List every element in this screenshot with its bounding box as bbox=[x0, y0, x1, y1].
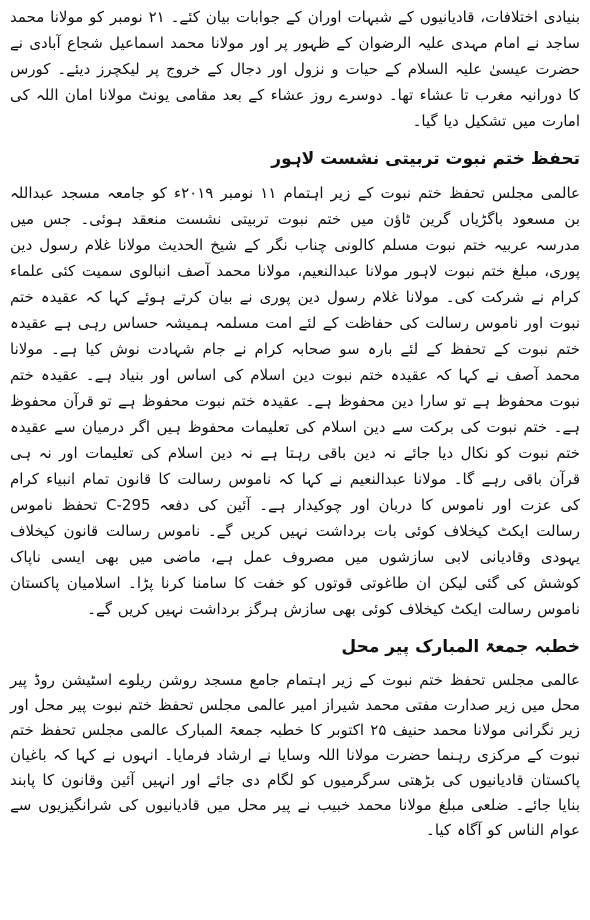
intro-paragraph: بنیادی اختلافات، قادیانیوں کے شبہات اوران کے جوابات بیان کئے۔ ۲۱ نومبر کو مولانا محمد ساجد نے امام مہدی علیہ الرضوان کے ظہور پر اور مولانا محمد اسماعیل شجاع آبادی نے حضرت عیسیٰ علیہ السلام کے حیات و نزول اور دجال کے خروج پر لیکچرز دیئے۔ کورس کا دورانیہ مغرب تا عشاء تھا۔ دوسرے روز عشاء کے بعد مقامی یونٹ مولانا امان اللہ کی امارت میں تشکیل دیا گیا۔ bbox=[10, 8, 581, 130]
section-heading-lahore: تحفظ ختم نبوت تربیتی نشست لاہور bbox=[271, 149, 580, 169]
lahore-paragraph: عالمی مجلس تحفظ ختم نبوت کے زیر اہتمام ۱۱ نومبر ۲۰۱۹ء کو جامعہ مسجد عبداللہ بن مسعود باگڑیاں گرین ٹاؤن میں ختم نبوت تربیتی نشست منعقد ہوئی۔ جس میں مدرسہ عربیہ ختم نبوت مسلم کالونی چناب نگر کے شیخ الحدیث مولانا غلام رسول دین پوری، مبلغ ختم نبوت لاہور مولانا عبدالنعیم، مولانا محمد آصف انبالوی سمیت کئی علماء کرام نے شرکت کی۔ مولانا غلام رسول دین پوری نے بیان کرتے ہوئے کہا کہ عقیدہ ختم نبوت اور ناموس رسالت کی حفاظت کے لئے امت مسلمہ ہمیشہ حساس رہی ہے عقیدہ ختم نبوت کے تحفظ کے لئے بارہ سو صحابہ کرام نے جام شہادت نوش کیا ہے۔ مولانا محمد آصف نے کہا کہ عقیدہ ختم نبوت دین اسلام کی اساس اور بنیاد ہے۔ عقیدہ ختم نبوت محفوظ ہے تو سارا دین محفوظ ہے۔ عقیدہ ختم نبوت محفوظ ہے تو قرآن محفوظ ہے۔ ختم نبوت کی برکت سے دین اسلام کی تعلیمات محفوظ ہیں اگر درمیان سے عقیدہ ختم نبوت کو نکال دیا جائے نہ دین باقی رہتا ہے نہ دین اسلام کی تعلیمات اور نہ ہی قرآن باقی رہے گا۔ مولانا عبدالنعیم نے کہا کہ ناموس رسالت کا قانون تمام انبیاء کرام کی عزت اور ناموس کا دربان اور چوکیدار ہے۔ آئین کی دفعہ 295-C تحفظ ناموس رسالت ایکٹ کیخلاف کوئی بات برداشت نہیں کریں گے۔ ناموس رسالت قانون کیخلاف یہودی وقادیانی لابی سازشوں میں مصروف عمل ہے، ماضی میں بھی ایسی ناپاک کوشش کی گئی لیکن ان طاغوتی قوتوں کو خفت کا سامنا کرنا پڑا۔ اسلامیان پاکستان ناموس رسالت ایکٹ کیخلاف کوئی بھی سازش ہرگز برداشت نہیں کریں گے۔ bbox=[10, 184, 581, 618]
pir-mahal-paragraph: عالمی مجلس تحفظ ختم نبوت کے زیر اہتمام جامع مسجد روشن ریلوے اسٹیشن روڈ پیر محل میں زیر صدارت مفتی محمد شیراز امیر عالمی مجلس تحفظ ختم نبوت پیر محل اور زیر نگرانی مولانا محمد حنیف ۲۵ اکتوبر کا خطبہ جمعۃ المبارک عالمی مجلس تحفظ ختم نبوت کے مرکزی رہنما حضرت مولانا اللہ وسایا نے ارشاد فرمایا۔ انہوں نے کہا کہ باغیان پاکستان قادیانیوں کی بڑھتی سرگرمیوں کو لگام دی جائے اور انہیں آئین وقانون کا پابند بنایا جائے۔ ضلعی مبلغ مولانا محمد خبیب نے پیر محل میں قادیانیوں کی شرانگیزیوں سے عوام الناس کو آگاہ کیا۔ bbox=[10, 671, 580, 839]
section-heading-pir-mahal: خطبہ جمعۃ المبارک پیر محل bbox=[341, 637, 580, 657]
